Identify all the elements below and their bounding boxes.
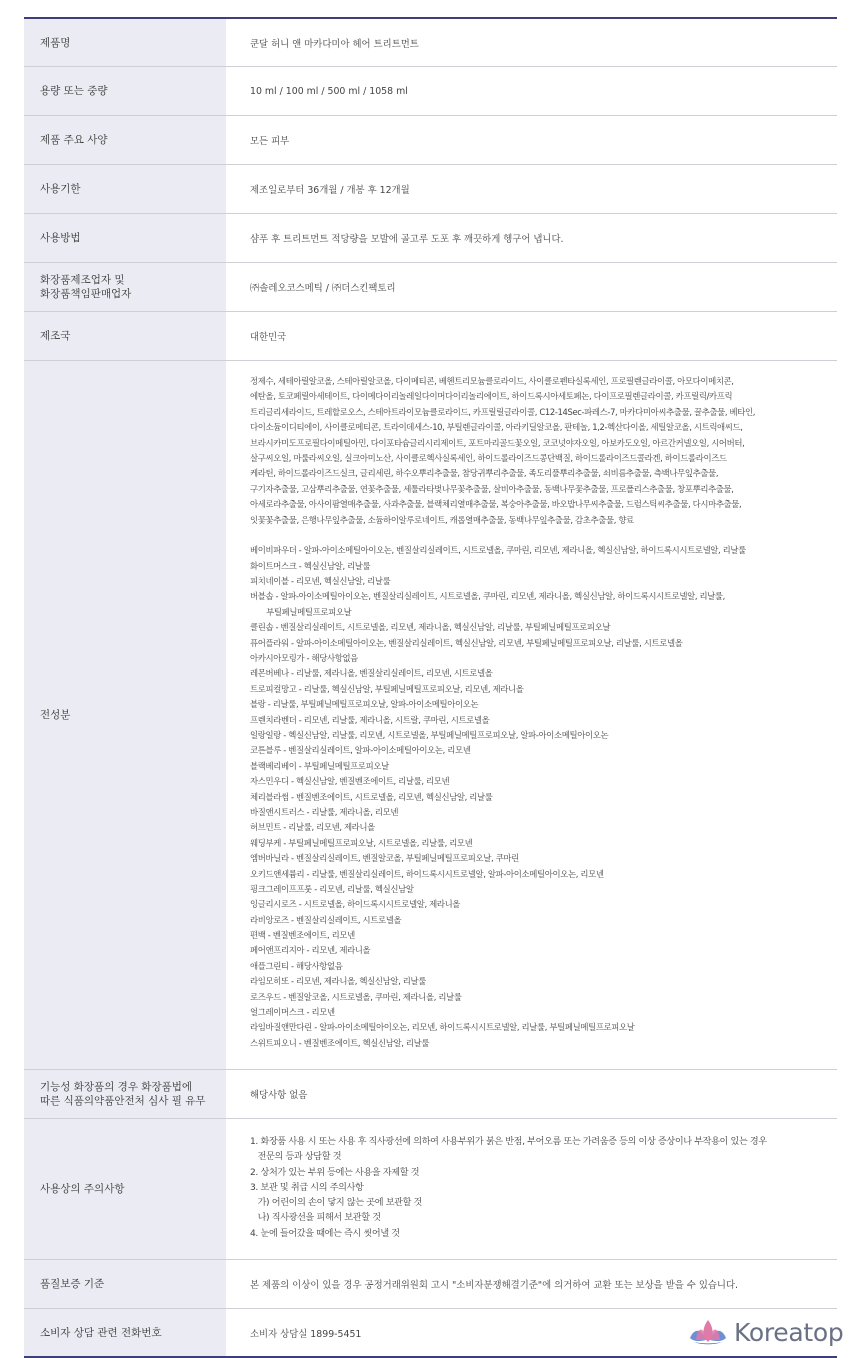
text-line: 스위트피오니 - 벤질벤조에이트, 헥실신남알, 리날룰 [250,1037,430,1048]
row-value: 소비자 상담실 1899-5451 [250,1328,362,1340]
row-label: 기능성 화장품의 경우 화장품법에 따른 식품의약품안전처 심사 필 유무 [24,1070,226,1118]
row-label: 소비자 상담 관련 전화번호 [24,1309,226,1356]
text-line: 4. 눈에 들어갔을 때에는 즉시 씻어낼 것 [250,1228,400,1239]
text-line: 편백 - 벤질벤조에이트, 리모넨 [250,930,355,941]
row-value: ㈜솔레오코스메틱 / ㈜더스킨팩토리 [250,283,396,294]
row-value: 모든 피부 [250,136,290,147]
row-usage [24,214,837,263]
row-value: 해당사항 없음 [250,1090,308,1101]
product-info-table [24,17,837,1358]
row-value: 10 ml / 100 ml / 500 ml / 1058 ml [250,85,408,97]
lotus-icon [688,1318,728,1346]
row-label: 사용기한 [24,165,226,213]
row-label: 전성분 [24,361,226,1069]
text-line: 레몬버베나 - 리날룰, 제라니올, 벤질살리실레이트, 리모넨, 시트로넬올 [250,668,493,679]
row-label: 제품 주요 사양 [24,116,226,164]
row-product-name [24,19,837,67]
text-line: 피치네이블 - 리모넨, 헥실신남알, 리날룰 [250,576,391,587]
row-value: 제조일로부터 36개월 / 개봉 후 12개월 [250,185,410,196]
text-line: 페어앤프리지아 - 리모넨, 제라니올 [250,945,371,956]
text-line: 프렌치라벤더 - 리모넨, 리날룰, 제라니올, 시트랄, 쿠마린, 시트로넬올 [250,714,490,725]
text-line: 1. 화장품 사용 시 또는 사용 후 직사광선에 의하여 사용부위가 붉은 반점, 부어오름 또는 가려움증 등의 이상 증상이나 부작용이 있는 경우 [250,1137,767,1147]
row-functional [24,1070,837,1119]
text-line: 블랑 - 리날룰, 부틸페닐메틸프로피오날, 알파-아이소메틸아이오논 [250,699,479,710]
text-line: 베이비파우더 - 알파-아이소메틸아이오논, 벤질살리실레이트, 시트로넬올, 쿠마린, 리모넨, 제라니올, 헥실신남알, 하이드록시시트로넬알, 리날룰 [250,545,746,556]
text-line: 화이트머스크 - 헥실신남알, 리날룰 [250,560,371,571]
text-line: 허브민트 - 리날룰, 리모넨, 제라니올 [250,822,375,833]
text-line: 다이소듐이디티에이, 사이클로메티콘, 트라이데세스-10, 부틸렌글라이콜, 아라키딜알코올, 판테놀, 1,2-헥산다이올, 세틸알코올, 시트릭애씨드, [250,422,743,433]
row-value: 쿤달 허니 앤 마카다미아 헤어 트리트먼트 [250,38,419,50]
text-line: 라임바질앤만다린 - 알파-아이소메틸아이오논, 리모넨, 하이드록시시트로넬알, 리날룰, 부틸페닐메틸프로피오날 [250,1022,635,1033]
row-label: 사용방법 [24,214,226,262]
row-label: 품질보증 기준 [24,1260,226,1308]
text-line: 트리글리세라이드, 트레할로오스, 스테아트라이모늄클로라이드, 카프릴릴글라이콜, C12-14Sec-파레스-7, 마카다미아씨추출물, 꿀추출물, 베타인, [250,406,756,417]
text-line: 엠버바닐라 - 벤질살리실레이트, 벤질알코올, 부틸페닐메틸프로피오날, 쿠마린 [250,853,519,864]
text-line: 나) 직사광선을 피해서 보관할 것 [250,1213,381,1224]
row-label: 제조국 [24,312,226,360]
text-line: 체리블라썸 - 벤질벤조에이트, 시트로넬올, 리모넨, 헥실신남알, 리날룰 [250,791,493,802]
text-line: 구기자추출물, 고삼뿌리추출물, 연꽃추출물, 세툴라타벚나무꽃추출물, 살비아추출물, 동백나무꽃추출물, 프로폴리스추출물, 창포뿌리추출물, [250,483,734,494]
text-line: 에탄올, 토코페릴아세테이트, 다이메다이리놀레일다이머다이리놀리에이트, 하이드록시아세토페논, 다이프로필렌글라이콜, 카프릴릭/카프릭 [250,391,733,402]
row-value: 샴푸 후 트리트먼트 적당량을 모발에 골고루 도포 후 깨끗하게 헹구어 냅니다. [250,234,564,245]
row-spec [24,116,837,165]
text-line: 2. 상처가 있는 부위 등에는 사용을 자제할 것 [250,1167,420,1178]
logo-text: Koreatop [734,1317,844,1347]
text-line: 오키드앤세륨리 - 리날룰, 벤질살리실레이트, 하이드록시시트로넬알, 알파-아이소메틸아이오논, 리모넨 [250,868,604,879]
text-line: 트로피컬망고 - 리날룰, 헥실신남알, 부틸페닐메틸프로피오날, 리모넨, 제라니올 [250,683,524,694]
row-quality [24,1260,837,1309]
text-line: 코튼블루 - 벤질살리실레이트, 알파-아이소메틸아이오논, 리모넨 [250,745,471,756]
text-line: 핑크그레이프프룻 - 리모넨, 리날룰, 헥실신남알 [250,883,414,894]
koreatop-logo [688,1316,858,1348]
text-line: 아세로라추출물, 아사이팜열매추출물, 사과추출물, 블랙체리열매추출물, 복숭아추출물, 바오밥나무씨추출물, 드럼스틱씨추출물, 다시마추출물, [250,499,742,510]
text-line: 가) 어린이의 손이 닿지 않는 곳에 보관할 것 [250,1198,422,1209]
text-line: 살구씨오일, 마룰라씨오일, 실크아미노산, 사이클로헥사실록세인, 하이드롤라이즈드콩단백질, 하이드롤라이즈드콜라겐, 하이드롤라이즈드 [250,452,727,463]
text-line: 클린솝 - 벤질살리실레이트, 시트로넬올, 리모넨, 제라니올, 헥실신남알, 리날룰, 부틸페닐메틸프로피오날 [250,622,611,633]
cautions-list [226,1119,837,1259]
row-label: 제품명 [24,19,226,66]
text-line: 부틸페닐메틸프로피오날 [250,606,352,617]
text-line: 케라틴, 하이드롤라이즈드실크, 글리세린, 하수오뿌리추출물, 참당귀뿌리추출물, 족도리풀뿌리추출물, 쇠비름추출물, 측백나무잎추출물, [250,468,719,479]
text-line: 라비앙로즈 - 벤질살리실레이트, 시트로넬올 [250,914,402,925]
row-country [24,312,837,361]
text-line: 잇꽃꽃추출물, 은행나무잎추출물, 소듐하이알루로네이트, 캐롭열매추출물, 동백나무잎추출물, 감초추출물, 향료 [250,514,634,525]
text-line: 잉글리시로즈 - 시트로넬올, 하이드록시시트로넬알, 제라니올 [250,899,461,910]
text-line: 3. 보관 및 취급 시의 주의사항 [250,1182,364,1193]
text-line: 애플그린티 - 해당사항없음 [250,960,343,971]
text-line: 일랑일랑 - 헥실신남알, 리날룰, 리모넨, 시트로넬올, 부틸페닐메틸프로피오날, 알파-아이소메틸아이오논 [250,729,609,740]
ingredients-main [250,374,829,528]
text-line: 버블솝 - 알파-아이소메틸아이오논, 벤질살리실레이트, 시트로넬올, 쿠마린, 리모넨, 제라니올, 헥실신남알, 하이드록시시트로넬알, 리날룰, [250,591,725,602]
text-line: 웨딩부케 - 부틸페닐메틸프로피오날, 시트로넬올, 리날룰, 리모넨 [250,837,473,848]
row-manufacturer [24,263,837,312]
ingredients-fragrance [250,543,829,1051]
row-expiry [24,165,837,214]
text-line: 자스민우디 - 헥실신남알, 벤질벤조에이트, 리날룰, 리모넨 [250,776,450,787]
text-line: 브라시카미도프로필다이메틸아민, 다이포타슘글리시리제이트, 포트마리골드꽃오일, 코코넛야자오일, 아보카도오일, 아르간커넬오일, 시어버터, [250,437,745,448]
row-value: 본 제품의 이상이 있을 경우 공정거래위원회 고시 "소비자분쟁해결기준"에 의거하여 교환 또는 보상을 받을 수 있습니다. [250,1280,739,1291]
text-line: 전문의 등과 상담할 것 [250,1152,342,1163]
row-value: 대한민국 [250,332,287,343]
text-line: 바질앤시트러스 - 리날룰, 제라니올, 리모넨 [250,806,399,817]
text-line: 블랙베리베이 - 부틸페닐메틸프로피오날 [250,760,389,771]
text-line: 정제수, 세테아릴알코올, 스테아릴알코올, 다이메티콘, 베헨트리모늄클로라이드, 사이클로펜타실록세인, 프로필렌글라이콜, 아모다이메치콘, [250,376,734,386]
row-cautions [24,1119,837,1260]
row-ingredients [24,361,837,1070]
text-line: 얼그레이머스크 - 리모넨 [250,1007,335,1018]
text-line: 로즈우드 - 벤질알코올, 시트로넬올, 쿠마린, 제라니올, 리날룰 [250,991,462,1002]
row-label: 용량 또는 중량 [24,67,226,115]
text-line: 라임모히또 - 리모넨, 제라니올, 헥실신남알, 리날룰 [250,976,426,987]
row-label: 사용상의 주의사항 [24,1119,226,1259]
row-label: 화장품제조업자 및 화장품책임판매업자 [24,263,226,311]
text-line: 퓨어플라워 - 알파-아이소메틸아이오논, 벤질살리실레이트, 헥실신남알, 리모넨, 부틸페닐메틸프로피오날, 리날룰, 시트로넬올 [250,637,683,648]
row-volume [24,67,837,116]
ingredients-list [226,361,837,1069]
text-line: 아카시아모링가 - 해당사항없음 [250,653,358,664]
